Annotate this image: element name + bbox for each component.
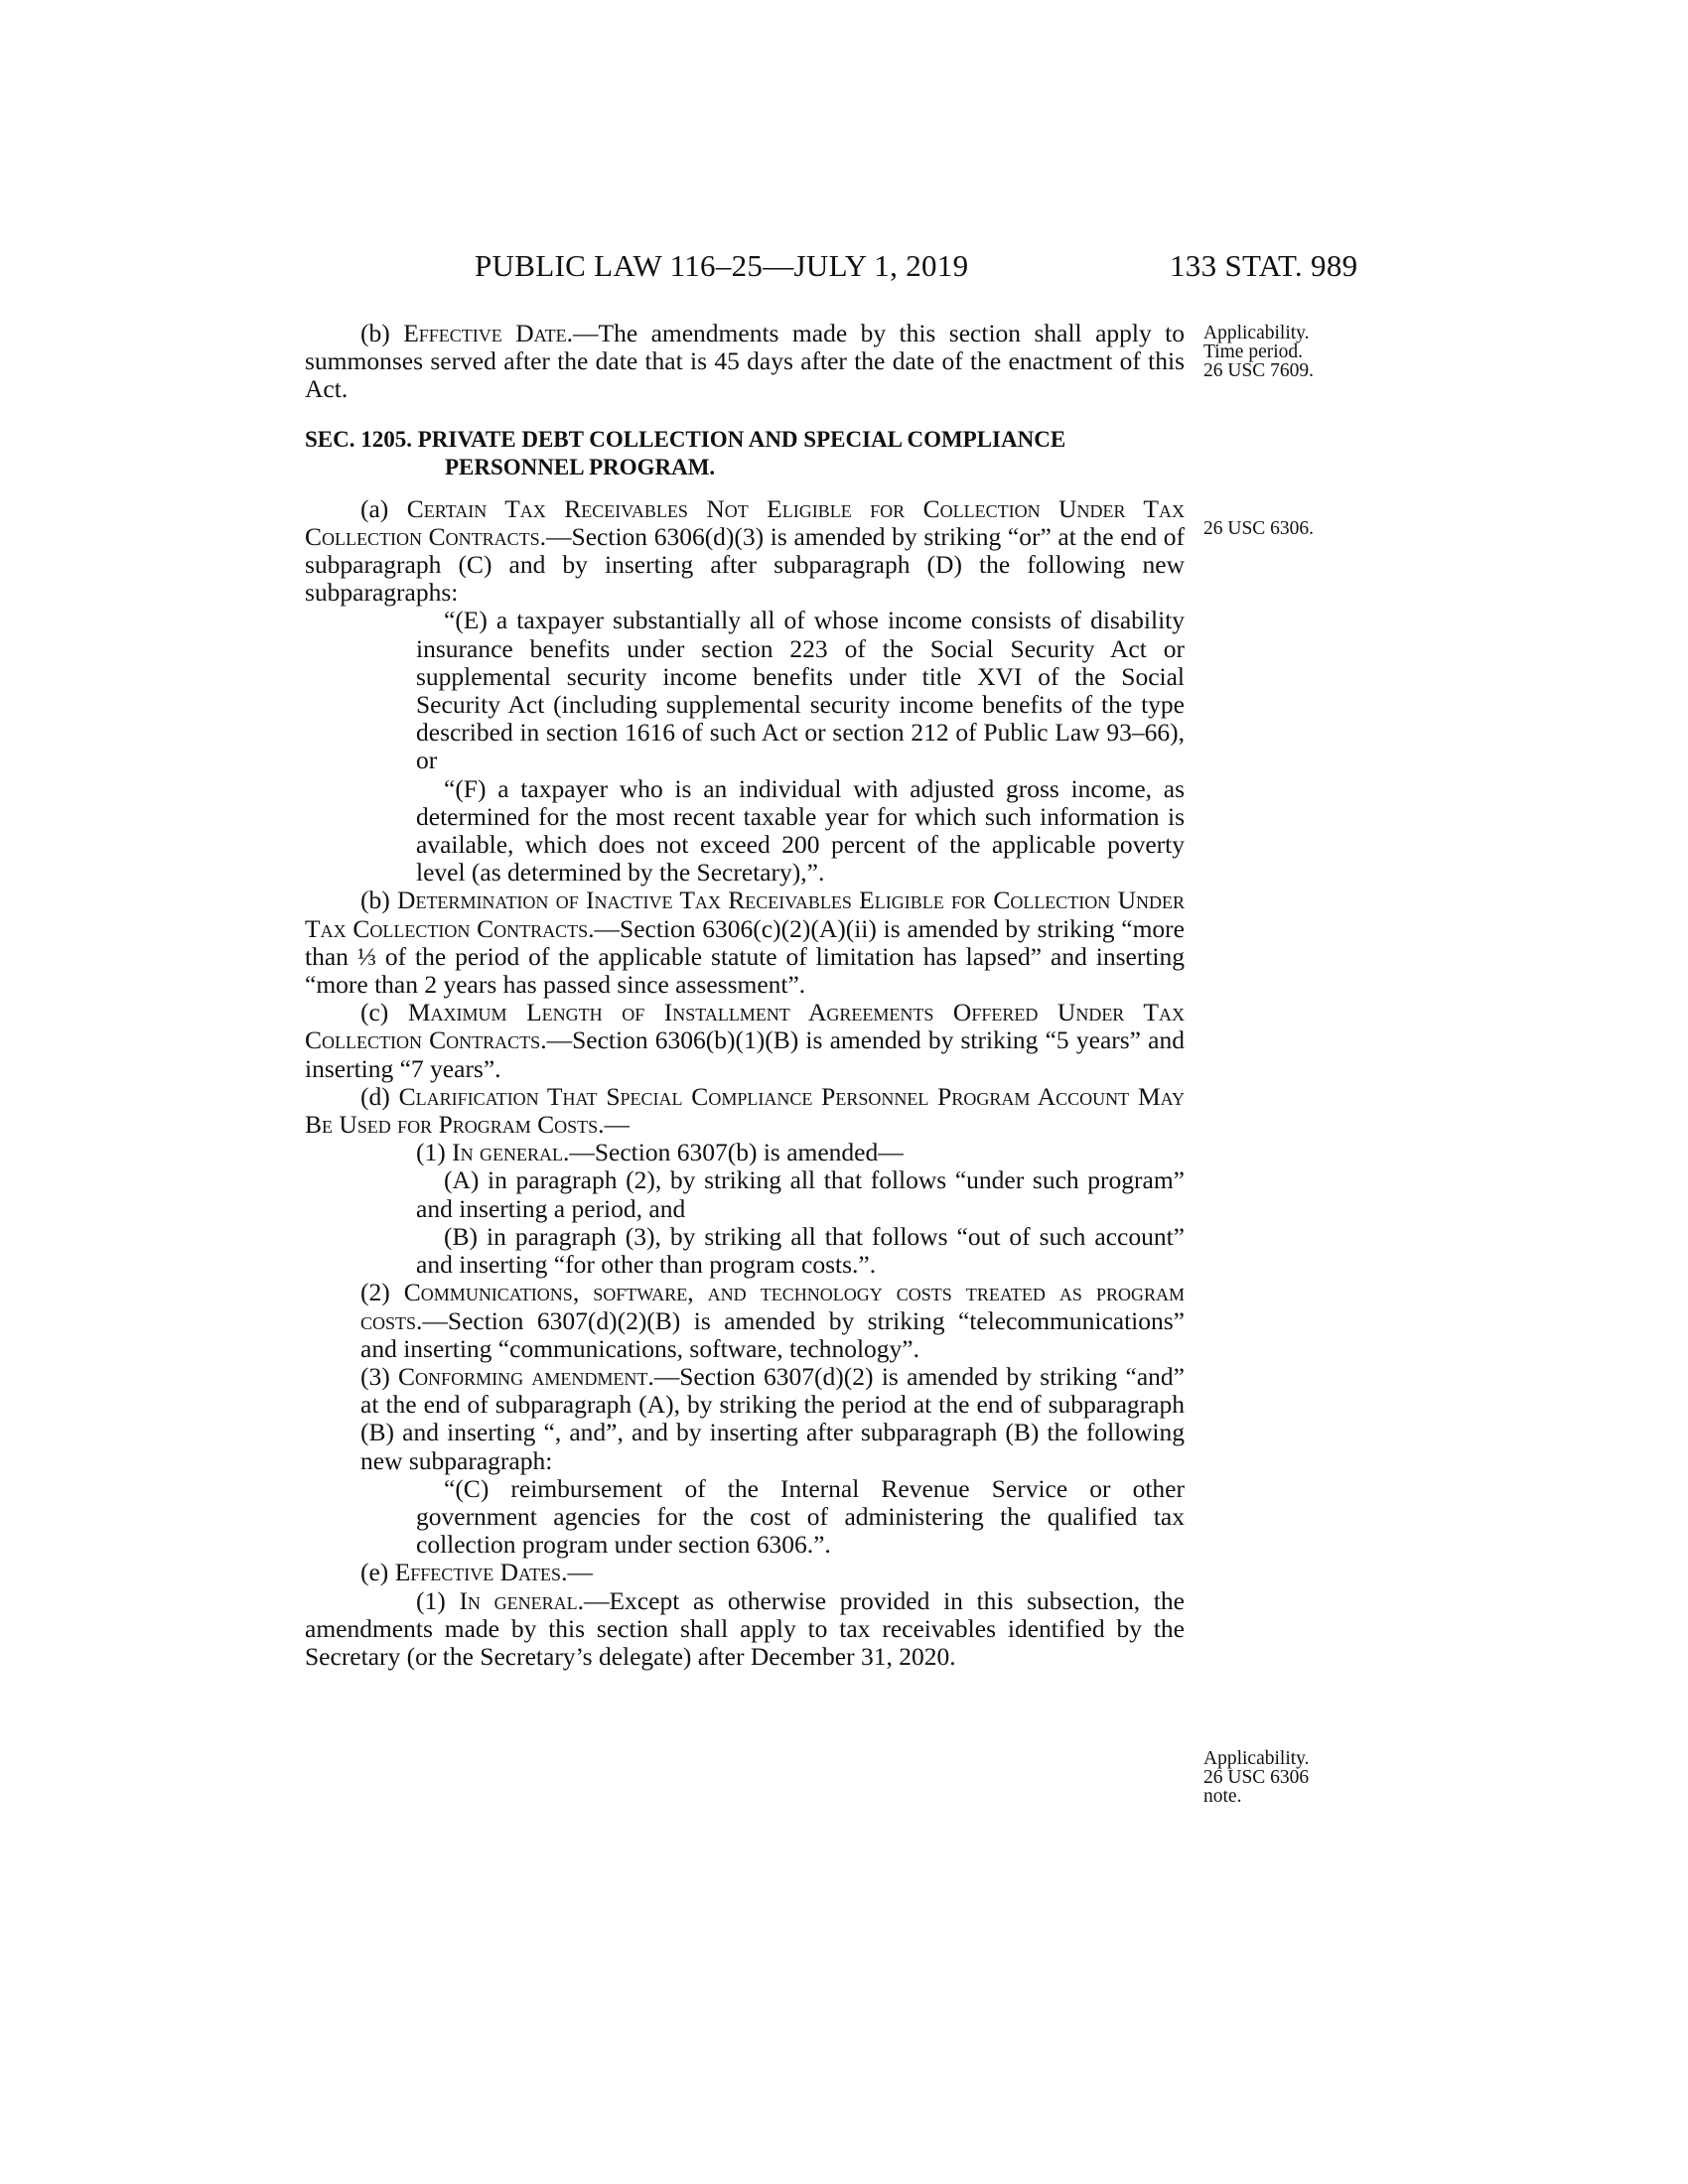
running-head-title: PUBLIC LAW 116–25—JULY 1, 2019 — [475, 248, 969, 283]
subsection-heading: Certain Tax Receivables Not Eligible for Collection Under Tax Collection Contracts — [305, 493, 1186, 551]
margin-note-line: 26 USC 7609. — [1203, 360, 1315, 381]
subsection-heading: Clarification That Special Compliance Personnel Program Account May Be Used for Program Costs — [305, 1081, 1185, 1140]
subsection-heading: Effective Date — [403, 319, 567, 347]
subsection-heading: Effective Dates — [394, 1558, 562, 1587]
subsection-d: (d) Clarification That Special Compliance Personnel Program Account May Be Used for Program Costs.— — [305, 1081, 1185, 1140]
running-head — [0, 248, 1688, 288]
quoted-subparagraph-f: “(F) a taxpayer who is an individual with adjusted gross income, as determined for the most recent taxable year for which such information is available, which does not exceed 200 percent of the applicable poverty level (as determined by the Secretary),”. — [416, 773, 1185, 887]
margin-note-line: Time period. — [1203, 341, 1304, 362]
subsection-b: (b) Determination of Inactive Tax Receivables Eligible for Collection Under Tax Collection Contracts.—Section 6306(c)(2)(A)(ii) is amended by striking “more than ⅓ of the period of the applicable statute of limitation has lapsed” and inserting “more than 2 years has passed since assessment”. — [305, 886, 1186, 1000]
paragraph-heading: In general — [452, 1138, 563, 1167]
stat-page-number: 133 STAT. 989 — [1170, 248, 1358, 283]
subsection-heading: Determination of Inactive Tax Receivables Eligible for Collection Under Tax Collection Contracts — [305, 886, 1186, 943]
subsection-b-effective-date: (b) Effective Date.—The amendments made by this section shall apply to summonses served after the date that is 45 days after the date of the enactment of this Act. — [305, 319, 1186, 404]
paragraph-d2: (2) Communications, software, and technology costs treated as program costs.—Section 6307(d)(2)(B) is amended by striking “telecommunications” and inserting “communications, software, technology”. — [360, 1278, 1185, 1363]
subparagraph-d1a: (A) in paragraph (2), by striking all that follows “under such program” and inserting a period, and — [416, 1165, 1185, 1223]
margin-note-applicability-7609 — [1203, 324, 1362, 380]
statute-body — [305, 320, 1185, 1671]
margin-note-line: 26 USC 6306 — [1203, 1767, 1310, 1788]
margin-note-line: 26 USC 6306. — [1203, 518, 1315, 539]
paragraph-e1: (1) In general.—Except as otherwise provided in this subsection, the amendments made by this section shall apply to tax receivables identified by the Secretary (or the Secretary’s delegate) after December 31, 2020. — [305, 1585, 1185, 1671]
subsection-a: (a) Certain Tax Receivables Not Eligible for Collection Under Tax Collection Contracts.—Section 6306(d)(3) is amended by striking “or” at the end of subparagraph (C) and by inserting after subparagraph (D) the following new subparagraphs: — [305, 493, 1186, 608]
subsection-c: (c) Maximum Length of Installment Agreements Offered Under Tax Collection Contracts.—Section 6306(b)(1)(B) is amended by striking “5 years” and inserting “7 years”. — [305, 998, 1185, 1083]
section-heading: SEC. 1205. PRIVATE DEBT COLLECTION AND SPECIAL COMPLIANCE PERSONNEL PROGRAM. — [305, 426, 1066, 479]
paragraph-d3: (3) Conforming amendment.—Section 6307(d)(2) is amended by striking “and” at the end of subparagraph (A), by striking the period at the end of subparagraph (B) and inserting “, and”, and by inserting after subparagraph (B) the following new subparagraph: — [360, 1361, 1185, 1475]
paragraph-d1: (1) In general.—Section 6307(b) is amended— — [416, 1138, 904, 1167]
margin-note-6306 — [1203, 519, 1362, 538]
subparagraph-d1b: (B) in paragraph (3), by striking all that follows “out of such account” and inserting “for other than program costs.”. — [416, 1221, 1185, 1280]
paragraph-heading: In general — [459, 1585, 578, 1615]
margin-note-line: Applicability. — [1203, 1748, 1310, 1769]
margin-note-applicability-6306 — [1203, 1749, 1362, 1806]
paragraph-heading: Conforming amendment — [398, 1361, 648, 1391]
subsection-heading: Maximum Length of Installment Agreements Offered Under Tax Collection Contracts — [305, 998, 1185, 1055]
quoted-subparagraph-e: “(E) a taxpayer substantially all of whose income consists of disability insurance benefits under section 223 of the Social Security Act or supplemental security income benefits under title XVI of the Social Security Act (including supplemental security income benefits of the type described in section 1616 of such Act or section 212 of Public Law 93–66), or — [416, 606, 1185, 775]
margin-note-line: Applicability. — [1203, 323, 1310, 343]
paragraph-heading: Communications, software, and technology costs treated as program costs — [360, 1278, 1185, 1335]
subsection-e: (e) Effective Dates.— — [360, 1558, 593, 1587]
quoted-subparagraph-c: “(C) reimbursement of the Internal Revenue Service or other government agencies for the cost of administering the qualified tax collection program under section 6306.”. — [416, 1473, 1185, 1560]
margin-note-line: note. — [1203, 1786, 1242, 1807]
